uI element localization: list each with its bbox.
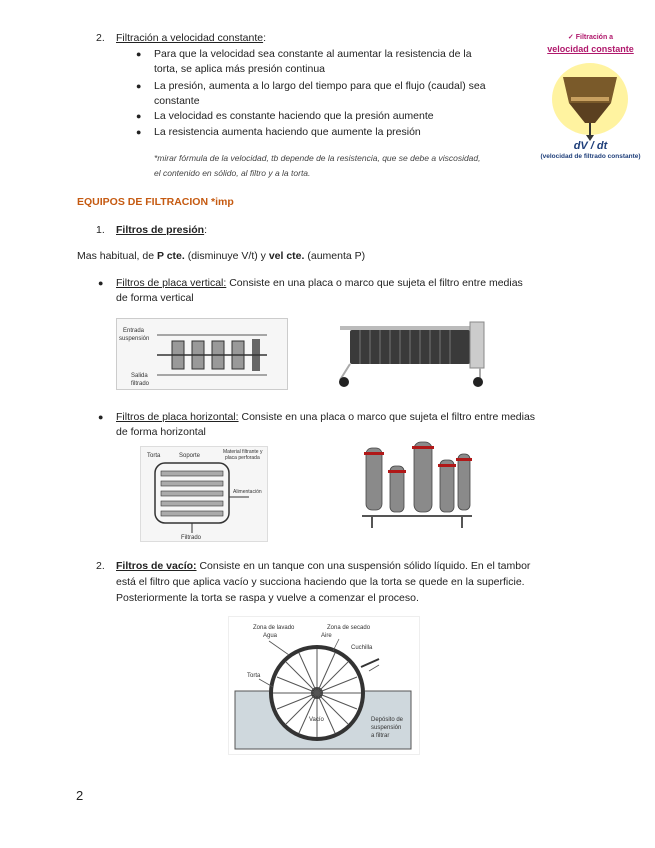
vertical-filter-diagram xyxy=(116,318,288,390)
vfig-label-suspension: suspensión xyxy=(119,336,150,342)
page-number: 2 xyxy=(76,788,84,803)
horizontal-line-1 xyxy=(116,410,535,425)
hfig-label-torta: Torta xyxy=(147,453,161,459)
vacio-desc-3: Posteriormente la torta se raspa y vuelve a comenzar el proceso. xyxy=(116,592,419,604)
section2-bullet-1a: Para que la velocidad sea constante al aumentar la resistencia de la xyxy=(154,48,472,60)
section2-bullet-2a: La presión, aumenta a lo largo del tiempo para que el flujo (caudal) sea xyxy=(154,80,486,92)
vfig-cuchilla: Cuchilla xyxy=(351,645,373,651)
vertical-filter-photo xyxy=(330,318,500,390)
horizontal-desc-1: Consiste en una placa o marco que sujeta el filtro entre medias xyxy=(238,411,536,423)
vertical-desc-2: de forma vertical xyxy=(116,292,194,304)
hfig-label-alimentacion: Alimentación xyxy=(233,489,262,495)
bullet-dot: ● xyxy=(98,278,104,288)
equipos-heading: EQUIPOS DE FILTRACION *imp xyxy=(77,196,234,208)
figure-formula: dV / dt xyxy=(573,140,608,152)
horizontal-filter-photo xyxy=(352,432,478,532)
constant-velocity-figure xyxy=(533,33,648,163)
figure-top-label: ✓ Filtración a xyxy=(567,34,614,41)
vfig-label-salida: Salida xyxy=(131,373,148,379)
filter-funnel-illustration xyxy=(545,59,635,141)
section2-note-1: *mirar fórmula de la velocidad, tb depende de la resistencia, que se debe a viscosidad, xyxy=(154,153,481,163)
vfig-vacio: Vacío xyxy=(309,717,324,723)
horizontal-title: Filtros de placa horizontal: xyxy=(116,411,239,423)
section2-bullet-2b: constante xyxy=(154,95,200,107)
vacio-title: Filtros de vacío: xyxy=(116,560,197,572)
vacio-desc-2: está el filtro que aplica vacío y succiona haciendo que la torta se quede en la superficie. xyxy=(116,576,525,588)
section2-title-wrap xyxy=(116,31,266,46)
item1-title: Filtros de presión xyxy=(116,224,205,236)
vacio-line-1 xyxy=(116,559,530,574)
vacuum-filter-diagram xyxy=(228,616,420,755)
vfig-zona-secado: Zona de secado xyxy=(327,625,371,631)
post-text: (aumenta P) xyxy=(304,250,366,262)
mas-habitual-text: Mas habitual, de xyxy=(77,250,157,262)
horizontal-desc-2: de forma horizontal xyxy=(116,426,206,438)
p-cte-text: P cte. xyxy=(156,250,185,262)
item1-title-wrap xyxy=(116,223,207,238)
section2-colon: : xyxy=(263,32,267,44)
vertical-desc-1: Consiste en una placa o marco que sujeta el filtro entre medias xyxy=(226,277,523,289)
bullet-dot: ● xyxy=(136,81,142,91)
bullet-dot: ● xyxy=(136,49,142,59)
bullet-dot: ● xyxy=(98,412,104,422)
mas-habitual-line xyxy=(77,249,365,264)
vertical-line-1 xyxy=(116,276,523,291)
vfig-deposito: Depósito de xyxy=(371,717,404,723)
hfig-label-placa: placa perforada xyxy=(225,455,260,461)
hfig-label-material: Material filtrante y xyxy=(223,449,263,455)
vacio-number: 2. xyxy=(96,560,105,572)
item1-colon: : xyxy=(204,224,208,236)
vfig-torta: Torta xyxy=(247,673,261,679)
section2-title: Filtración a velocidad constante xyxy=(116,32,264,44)
vfig-suspension: suspensión xyxy=(371,725,402,731)
vfig-aire: Aire xyxy=(321,633,332,639)
vel-cte-text: vel cte. xyxy=(268,250,305,262)
section2-bullet-3: La velocidad es constante haciendo que la presión aumente xyxy=(154,110,434,122)
section2-number: 2. xyxy=(96,32,105,44)
vfig-agua: Agua xyxy=(263,633,278,639)
bullet-dot: ● xyxy=(136,127,142,137)
hfig-label-filtrado: Filtrado xyxy=(181,535,202,541)
section2-bullet-1b: torta, se aplica más presión continua xyxy=(154,63,326,75)
hfig-label-soporte: Soporte xyxy=(179,453,201,459)
item1-number: 1. xyxy=(96,224,105,236)
figure-title: velocidad constante xyxy=(547,44,634,54)
section2-bullet-4: La resistencia aumenta haciendo que aumente la presión xyxy=(154,126,421,138)
vfig-label-entrada: Entrada xyxy=(123,328,145,334)
vacio-desc-1: Consiste en un tanque con una suspensión sólido líquido. En el tambor xyxy=(196,560,531,572)
bullet-dot: ● xyxy=(136,111,142,121)
vertical-title: Filtros de placa vertical: xyxy=(116,277,227,289)
figure-caption: (velocidad de filtrado constante) xyxy=(540,153,641,160)
vfig-label-filtrado: filtrado xyxy=(131,381,150,387)
vfig-a-filtrar: a filtrar xyxy=(371,733,390,739)
mid-text: (disminuye V/t) y xyxy=(184,250,269,262)
horizontal-filter-diagram xyxy=(140,446,268,542)
vfig-zona-lavado: Zona de lavado xyxy=(253,625,295,631)
section2-note-2: el contenido en sólido, al filtro y a la torta. xyxy=(154,168,311,178)
